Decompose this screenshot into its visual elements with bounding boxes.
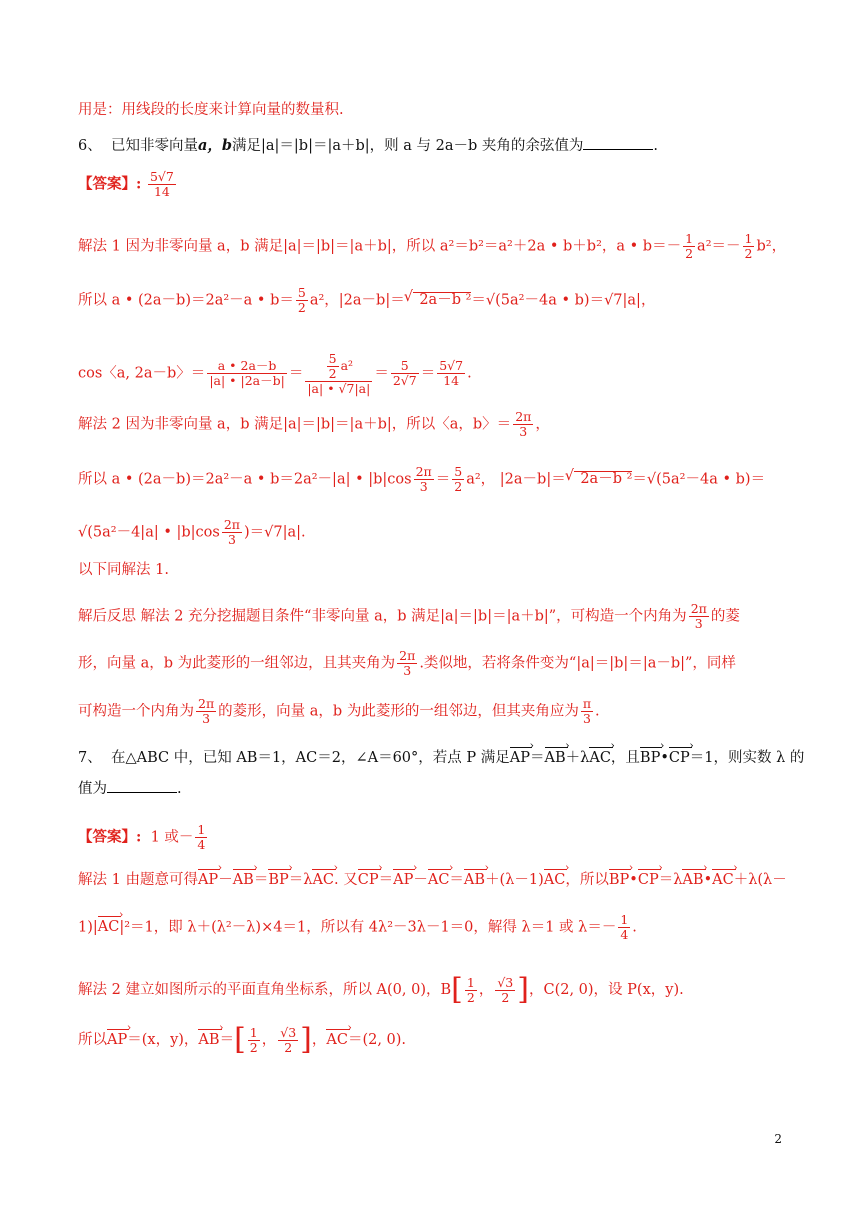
vec-ap-2: › AP bbox=[198, 873, 218, 888]
frac-b-y bbox=[495, 976, 515, 1005]
answer-6-label: 【答案】: bbox=[78, 175, 142, 193]
frac-2pi-3-c bbox=[222, 518, 242, 547]
sol2-l2-d: ＝√(5a²－4a • b)＝ bbox=[632, 471, 766, 488]
answer-7 bbox=[78, 823, 209, 852]
s71-g: － bbox=[413, 872, 428, 888]
twopi-den-c: 3 bbox=[227, 531, 236, 547]
q7-l2-end: . bbox=[177, 781, 182, 797]
answer-7-label: 【答案】: bbox=[78, 828, 142, 846]
s71-f: ＝ bbox=[378, 872, 394, 888]
ans6-den: 14 bbox=[153, 183, 170, 199]
vec-ab-3: › AB bbox=[464, 873, 485, 888]
solution-1-line-2 bbox=[78, 286, 655, 315]
frac14-den: 4 bbox=[620, 926, 629, 942]
q7-l2: 值为 bbox=[78, 781, 107, 797]
q7-b: ＝ bbox=[530, 750, 545, 766]
s71-i: ＋(λ－1) bbox=[485, 872, 544, 888]
reflect3-b: 的菱形，向量 a，b 为此菱形的一组邻边，但其夹角应为 bbox=[218, 703, 579, 720]
cos-a: cos〈a, 2a－b〉＝ bbox=[78, 365, 206, 382]
vec-cp-2: › CP bbox=[358, 873, 379, 888]
reflect2-a: 形，向量 a，b 为此菱形的一组邻边，且其夹角为 bbox=[78, 655, 396, 672]
cos-inner-num: 5 bbox=[328, 351, 337, 366]
s71-a: 解法 1 由题意可得 bbox=[78, 872, 198, 888]
q7-number: 7、 bbox=[78, 750, 102, 766]
s74-b: ＝(x，y)， bbox=[127, 1032, 199, 1048]
twopi-den-d: 3 bbox=[694, 615, 703, 631]
cos-num-3: 5 bbox=[391, 359, 419, 374]
cos-num-1: a • 2a－b bbox=[207, 359, 287, 374]
five-den-2: 2 bbox=[454, 478, 463, 494]
cos-frac-3 bbox=[391, 359, 419, 388]
vec-ap-3: › AP bbox=[393, 873, 413, 888]
cos-e: . bbox=[467, 365, 472, 382]
five-num-2: 5 bbox=[454, 464, 463, 479]
frac-ab-y bbox=[278, 1026, 298, 1055]
by-num: √3 bbox=[497, 974, 514, 990]
vec-ac-7: › AC bbox=[326, 1033, 348, 1048]
frac14-num: 1 bbox=[620, 912, 629, 927]
solution-2-line-1 bbox=[78, 410, 550, 439]
sol2-l3-b: )＝√7|a|. bbox=[244, 524, 306, 541]
sol2-comma: ， bbox=[535, 416, 550, 433]
q7-d: ，且 bbox=[610, 750, 640, 766]
vec-ac-4: › AC bbox=[544, 873, 566, 888]
s71-b: － bbox=[218, 872, 233, 888]
reflect1-a: 解后反思 解法 2 充分挖掘题目条件“非零向量 a，b 满足|a|＝|b|＝|a＋b|”，可构造一个内角为 bbox=[78, 608, 687, 625]
frac-2pi-3-d bbox=[689, 602, 709, 631]
right-bracket-1: ] bbox=[517, 972, 529, 1007]
sqrt-2a-b-2: √ 2a－b ² bbox=[574, 471, 633, 487]
s71-k: • bbox=[629, 872, 638, 888]
frac-half-2 bbox=[743, 232, 755, 261]
five-num-1: 5 bbox=[297, 285, 306, 300]
q7-c: ＋λ bbox=[565, 750, 590, 766]
twopi-num-c: 2π bbox=[223, 517, 241, 532]
ans7-num: 1 bbox=[197, 822, 206, 837]
twopi-den-f: 3 bbox=[202, 710, 211, 726]
s71-d: ＝λ bbox=[288, 872, 313, 888]
reflection-line-3 bbox=[78, 697, 600, 726]
reflect2-b: .类似地，若将条件变为“|a|＝|b|＝|a－b|”，同样 bbox=[419, 655, 736, 672]
s72-c: . bbox=[632, 919, 637, 936]
q6-text-b: 满足|a|＝|b|＝|a＋b|，则 a 与 2a－b 夹角的余弦值为 bbox=[232, 138, 584, 154]
vec-bp-3: › BP bbox=[609, 873, 629, 888]
cos-b: ＝ bbox=[288, 365, 304, 382]
aby-num: √3 bbox=[280, 1024, 297, 1040]
vec-ab-1: › AB bbox=[545, 751, 566, 766]
q7-f: ＝1，则实数 λ 的 bbox=[689, 750, 805, 766]
bx-num: 1 bbox=[466, 974, 475, 990]
twopi-den-a: 3 bbox=[519, 423, 528, 439]
vec-ap-1: › AP bbox=[510, 751, 530, 766]
answer-7-fraction bbox=[195, 823, 207, 852]
five-den-1: 2 bbox=[297, 299, 306, 315]
left-bracket-1: [ bbox=[451, 972, 463, 1007]
frac-ab-x bbox=[248, 1026, 260, 1055]
twopi-den-e: 3 bbox=[403, 662, 412, 678]
s72-b: |²＝1，即 λ＋(λ²－λ)×4＝1，所以有 4λ²－3λ－1＝0，解得 λ＝1 或 λ＝－ bbox=[119, 919, 617, 936]
s74-e: ＝(2, 0). bbox=[347, 1032, 407, 1048]
q6-vars: a，b bbox=[197, 137, 232, 154]
sol2-a: 解法 2 因为非零向量 a，b 满足|a|＝|b|＝|a＋b|，所以〈a，b〉＝ bbox=[78, 416, 512, 433]
page-number: 2 bbox=[774, 1132, 782, 1146]
cos-den-2: |a| • √7|a| bbox=[307, 380, 371, 396]
ans6-num: 5√7 bbox=[149, 169, 174, 184]
solution-1-line-1 bbox=[78, 232, 786, 261]
vec-ab-4: › AB bbox=[682, 873, 703, 888]
cos-den-4: 14 bbox=[443, 373, 460, 389]
cos-inner-frac bbox=[327, 352, 339, 381]
frac-2pi-3-b bbox=[414, 465, 434, 494]
left-bracket-2: [ bbox=[234, 1022, 246, 1057]
s72-a: 1)| bbox=[78, 919, 98, 936]
vec-cp-1: › CP bbox=[669, 751, 690, 766]
s71-n: ＋λ(λ－ bbox=[733, 872, 787, 888]
cos-num-4: 5√7 bbox=[439, 358, 464, 374]
frac-half-1 bbox=[683, 232, 695, 261]
half-num-1: 1 bbox=[685, 231, 694, 246]
intro-line: 用是：用线段的长度来计算向量的数量积. bbox=[78, 102, 344, 118]
twopi-num-d: 2π bbox=[690, 601, 707, 616]
right-bracket-2: ] bbox=[300, 1022, 312, 1057]
cos-frac-4 bbox=[437, 359, 465, 388]
sqrt-2a-b: √ 2a－b ² bbox=[413, 292, 472, 308]
frac-5-2 bbox=[296, 286, 308, 315]
twopi-num-a: 2π bbox=[515, 409, 532, 424]
s74-a: 所以 bbox=[78, 1032, 107, 1048]
cos-frac-2 bbox=[305, 352, 372, 395]
q6-blank bbox=[583, 137, 653, 150]
question-7-line-1 bbox=[78, 751, 804, 766]
vec-ac-1: › AC bbox=[589, 751, 611, 766]
s71-j: ，所以 bbox=[565, 872, 609, 888]
solution-2-line-3 bbox=[78, 518, 306, 547]
cos-den-3: 2√7 bbox=[392, 373, 417, 389]
pi-den: 3 bbox=[582, 710, 591, 726]
cos-num-2-a2: a² bbox=[340, 357, 354, 373]
answer-6-fraction bbox=[148, 170, 176, 199]
twopi-num-e: 2π bbox=[399, 648, 416, 663]
sol2-l2-a: 所以 a • (2a－b)＝2a²－a • b＝2a²－|a| • |b|cos bbox=[78, 471, 412, 488]
cos-inner-den: 2 bbox=[328, 365, 337, 381]
reflect3-a: 可构造一个内角为 bbox=[78, 703, 194, 720]
s73-a: 解法 2 建立如图所示的平面直角坐标系，所以 A(0, 0)，B bbox=[78, 982, 452, 998]
q7-blank bbox=[107, 780, 177, 793]
ab-comma: ， bbox=[261, 1032, 277, 1048]
sol1-l2-b: a²，|2a－b|＝ bbox=[309, 292, 405, 309]
q6-number: 6、 bbox=[78, 138, 102, 154]
s71-c: ＝ bbox=[253, 872, 269, 888]
twopi-num-f: 2π bbox=[198, 696, 215, 711]
cos-frac-1 bbox=[207, 359, 287, 388]
half-den-2: 2 bbox=[744, 245, 753, 261]
pi-num: π bbox=[582, 696, 592, 711]
solution-7-2-line-1 bbox=[78, 972, 684, 1007]
cos-den-1: |a| • |2a－b| bbox=[209, 373, 285, 389]
frac-2pi-3-e bbox=[397, 649, 417, 678]
solution-7-1-line-1 bbox=[78, 873, 787, 888]
cos-line bbox=[78, 352, 472, 395]
ans7-a: 1 或－ bbox=[150, 829, 194, 846]
half-num-2: 1 bbox=[744, 231, 753, 246]
vec-ac-2: › AC bbox=[312, 873, 334, 888]
q7-a: 在△ABC 中，已知 AB＝1，AC＝2，∠A＝60°，若点 P 满足 bbox=[110, 750, 510, 766]
frac-1-4 bbox=[618, 913, 630, 942]
question-7-line-2 bbox=[78, 780, 182, 797]
aby-den: 2 bbox=[284, 1039, 293, 1055]
sol1-a: 解法 1 因为非零向量 a，b 满足|a|＝|b|＝|a＋b|，所以 a²＝b²＝a²＋2a • b＋b²，a • b＝－ bbox=[78, 238, 682, 255]
abx-num: 1 bbox=[249, 1024, 258, 1040]
same-as-solution-1: 以下同解法 1. bbox=[78, 562, 169, 578]
vec-bp-1: › BP bbox=[640, 751, 660, 766]
solution-2-line-2 bbox=[78, 465, 765, 494]
solution-7-1-line-2 bbox=[78, 913, 637, 942]
cos-d: ＝ bbox=[420, 365, 436, 382]
frac-2pi-3-f bbox=[196, 697, 216, 726]
vec-ab-5: › AB bbox=[198, 1033, 219, 1048]
vec-ac-5: › AC bbox=[712, 873, 734, 888]
twopi-num-b: 2π bbox=[415, 464, 432, 479]
s71-e: . 又 bbox=[334, 872, 358, 888]
reflect3-c: . bbox=[595, 703, 600, 720]
frac-5-2-b bbox=[452, 465, 464, 494]
s71-h: ＝ bbox=[449, 872, 464, 888]
q6-text-a: 已知非零向量 bbox=[110, 138, 198, 154]
q7-e: • bbox=[660, 750, 669, 766]
s73-b: ，C(2, 0)，设 P(x，y). bbox=[528, 982, 684, 998]
vec-ac-6: › AC bbox=[98, 920, 120, 935]
half-den-1: 2 bbox=[685, 245, 694, 261]
by-den: 2 bbox=[501, 989, 510, 1005]
ans7-den: 4 bbox=[197, 836, 206, 852]
vec-cp-3: › CP bbox=[638, 873, 659, 888]
reflection-line-2 bbox=[78, 649, 736, 678]
sol2-l2-c: a²， |2a－b|＝ bbox=[466, 471, 566, 488]
sol1-b: a²＝－ bbox=[697, 238, 741, 255]
sol2-l2-b: ＝ bbox=[435, 471, 451, 488]
question-6: 6、 已知非零向量a，b满足|a|＝|b|＝|a＋b|，则 a 与 2a－b 夹角的余弦值为 . bbox=[78, 137, 659, 154]
abx-den: 2 bbox=[249, 1039, 258, 1055]
bx-den: 2 bbox=[466, 989, 475, 1005]
cos-num-2 bbox=[305, 352, 372, 382]
frac-b-x bbox=[465, 976, 477, 1005]
sol1-l2-a: 所以 a • (2a－b)＝2a²－a • b＝ bbox=[78, 292, 294, 309]
s74-d: ， bbox=[311, 1032, 327, 1048]
frac-2pi-3-a bbox=[513, 410, 533, 439]
s71-m: • bbox=[703, 872, 713, 888]
twopi-den-b: 3 bbox=[419, 478, 428, 494]
vec-ab-2: › AB bbox=[233, 873, 254, 888]
vec-ap-4: › AP bbox=[107, 1033, 127, 1048]
reflect1-b: 的菱 bbox=[710, 608, 740, 625]
answer-6 bbox=[78, 170, 178, 199]
sol2-l3-a: √(5a²－4|a| • |b|cos bbox=[78, 524, 220, 541]
vec-ac-3: › AC bbox=[428, 873, 450, 888]
sol1-l2-c: ＝√(5a²－4a • b)＝√7|a|， bbox=[471, 292, 656, 309]
vec-bp-2: › BP bbox=[268, 873, 288, 888]
b-comma: ， bbox=[478, 982, 494, 998]
cos-c: ＝ bbox=[374, 365, 389, 382]
solution-7-2-line-2 bbox=[78, 1022, 407, 1057]
s71-l: ＝λ bbox=[658, 872, 683, 888]
sol1-c: b²， bbox=[756, 238, 787, 255]
reflection-line-1 bbox=[78, 602, 740, 631]
frac-pi-3 bbox=[581, 697, 593, 726]
s74-c: ＝ bbox=[219, 1032, 235, 1048]
